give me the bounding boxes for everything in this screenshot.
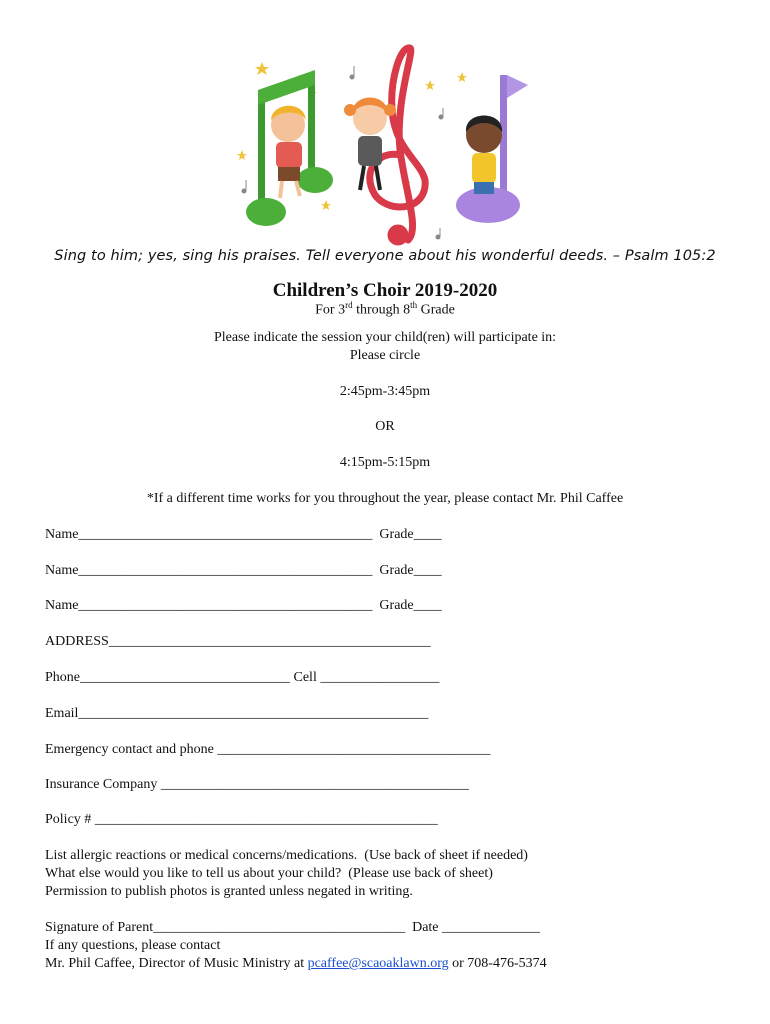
tell-us-instruction: What else would you like to tell us about your child? (Please use back of sheet) [45,866,493,881]
grade-suffix: Grade [417,302,455,318]
allergies-instruction: List allergic reactions or medical concerns/medications. (Use back of sheet if needed) [45,848,528,863]
grade-prefix: For 3 [315,302,346,318]
page-title: Children’s Choir 2019-2020 [272,280,498,301]
contact-email-link[interactable]: pcaffee@scaoaklawn.org [307,956,449,971]
email-field[interactable]: Email__________________________________________________ [45,706,429,721]
grade-sup-rd: rd [345,300,353,310]
emergency-contact-field[interactable]: Emergency contact and phone _______________________________________ [45,742,491,757]
session-option-1: 2:45pm-3:45pm [339,384,431,399]
address-field[interactable]: ADDRESS______________________________________________ [45,634,431,649]
contact-prefix: Mr. Phil Caffee, Director of Music Ministry at [45,956,308,971]
photo-permission-text: Permission to publish photos is granted unless negated in writing. [45,884,413,899]
circle-instruction: Please circle [349,348,421,363]
star-icons [237,62,467,210]
contact-line [45,956,547,972]
grade-sup-th: th [410,300,418,310]
questions-text: If any questions, please contact [45,938,221,953]
insurance-company-field[interactable]: Insurance Company ____________________________________________ [45,777,469,792]
name-field-3[interactable]: Name__________________________________________ Grade____ [45,598,442,613]
policy-number-field[interactable]: Policy # _________________________________________________ [45,812,438,827]
different-time-note: *If a different time works for you throughout the year, please contact Mr. Phil Caffee [146,491,624,506]
grade-range [0,300,770,319]
name-field-2[interactable]: Name__________________________________________ Grade____ [45,563,442,578]
phone-cell-field[interactable]: Phone______________________________ Cell _________________ [45,670,440,685]
signature-date-field[interactable]: Signature of Parent____________________________________ Date ______________ [45,920,541,935]
music-children-illustration [230,40,540,250]
session-or: OR [375,419,395,434]
grade-mid: through 8 [352,302,411,318]
session-instruction: Please indicate the session your child(ren) will participate in: [213,330,557,345]
child-figure-3 [466,116,502,195]
psalm-verse: Sing to him; yes, sing his praises. Tell everyone about his wonderful deeds. – Psalm 105:2 [54,248,716,264]
name-field-1[interactable]: Name__________________________________________ Grade____ [45,527,442,542]
contact-suffix: or 708-476-5374 [448,956,547,971]
session-option-2: 4:15pm-5:15pm [339,455,431,470]
